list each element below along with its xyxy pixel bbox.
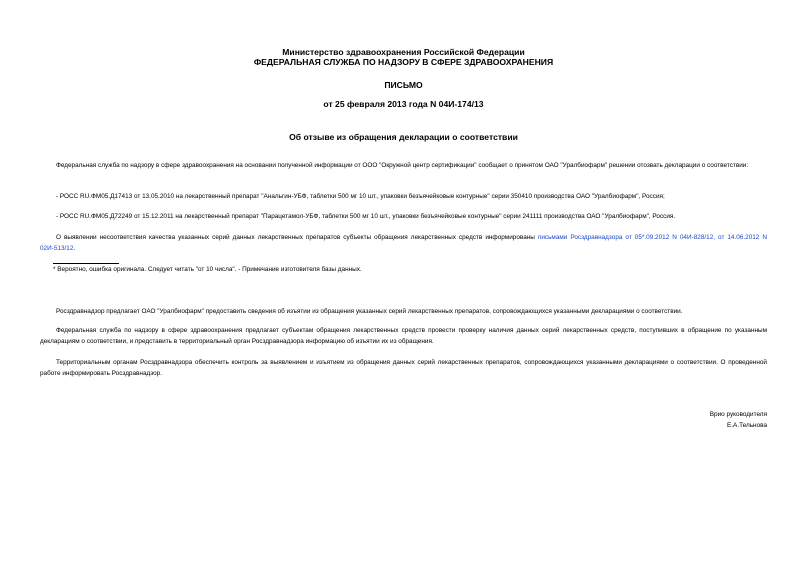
footnote: * Вероятно, ошибка оригинала. Следует читать "от 10 числа". - Примечание изготовителя базы данных. [53, 266, 362, 273]
document-subject: Об отзыве из обращения декларации о соответствии [289, 132, 518, 142]
paragraph-declaration-1 [40, 191, 767, 202]
paragraph-proposal-subjects [40, 325, 767, 347]
paragraph-declaration-1-text: - РОСС RU.ФМ05.Д17413 от 13.05.2010 на лекарственный препарат "Анальгин-УБФ, таблетки 500 мг 10 шт., упаковки безъячейковые контурные" серии 350410 производства ОАО "Уралбиофарм", Россия; [56, 193, 665, 200]
ministry-heading: Министерство здравоохранения Российской Федерации [282, 47, 525, 57]
letters-link[interactable]: письмами Росздравнадзора от 05*.09.2012 N 04И-828/12, от 14.06.2012 N 02И-513/12 [40, 234, 767, 252]
paragraph-nonconformity-end: . [73, 245, 76, 252]
paragraph-proposal-manufacturer-text: Росздравнадзор предлагает ОАО "Уралбиофарм" предоставить сведения об изъятии из обращения указанных серий лекарственных препаратов, сопровождающихся указанными декларациями о соответствии. [56, 308, 683, 315]
paragraph-declaration-2-text: - РОСС RU.ФМ05.Д72249 от 15.12.2011 на лекарственный препарат "Парацетамол-УБФ, таблетки 500 мг 10 шт., упаковки безъячейковые контурные" серии 241111 производства ОАО "Уралбиофарм", Россия. [56, 213, 676, 220]
paragraph-intro [40, 160, 767, 171]
paragraph-nonconformity-text: О выявлении несоответствия качества указанных серий данных лекарственных препаратов субъекты обращения лекарственных средств информированы [56, 234, 538, 241]
signature-title: Врио руководителя [709, 411, 767, 418]
signature-name: Е.А.Тельнова [727, 422, 767, 429]
document-type: ПИСЬМО [384, 80, 423, 90]
paragraph-declaration-2 [40, 211, 767, 222]
paragraph-nonconformity [40, 232, 767, 254]
paragraph-territorial-control [40, 357, 767, 379]
paragraph-intro-text: Федеральная служба по надзору в сфере здравоохранения на основании полученной информации от ООО "Окружной центр сертификации" сообщает о принятом ОАО "Уралбиофарм" решении отозвать декларации о соответствии: [56, 162, 749, 169]
paragraph-proposal-manufacturer [40, 306, 767, 317]
document-date-number: от 25 февраля 2013 года N 04И-174/13 [323, 99, 484, 109]
paragraph-territorial-control-text: Территориальным органам Росздравнадзора обеспечить контроль за выявлением и изъятием из обращения данных серий лекарственных препаратов, сопровождающихся указанными декларациями о соответствии. О проведенной работе информировать Росздравнадзор. [40, 359, 767, 377]
service-heading: ФЕДЕРАЛЬНАЯ СЛУЖБА ПО НАДЗОРУ В СФЕРЕ ЗДРАВООХРАНЕНИЯ [253, 57, 554, 67]
paragraph-proposal-subjects-text: Федеральная служба по надзору в сфере здравоохранения предлагает субъектам обращения лекарственных средств провести проверку наличия данных серий лекарственных средств, поступивших в обращение по указанным декларациям о соответствии, и представить в территориальный орган Росздравнадзора информацию об изъятии их из обращения. [40, 327, 767, 345]
